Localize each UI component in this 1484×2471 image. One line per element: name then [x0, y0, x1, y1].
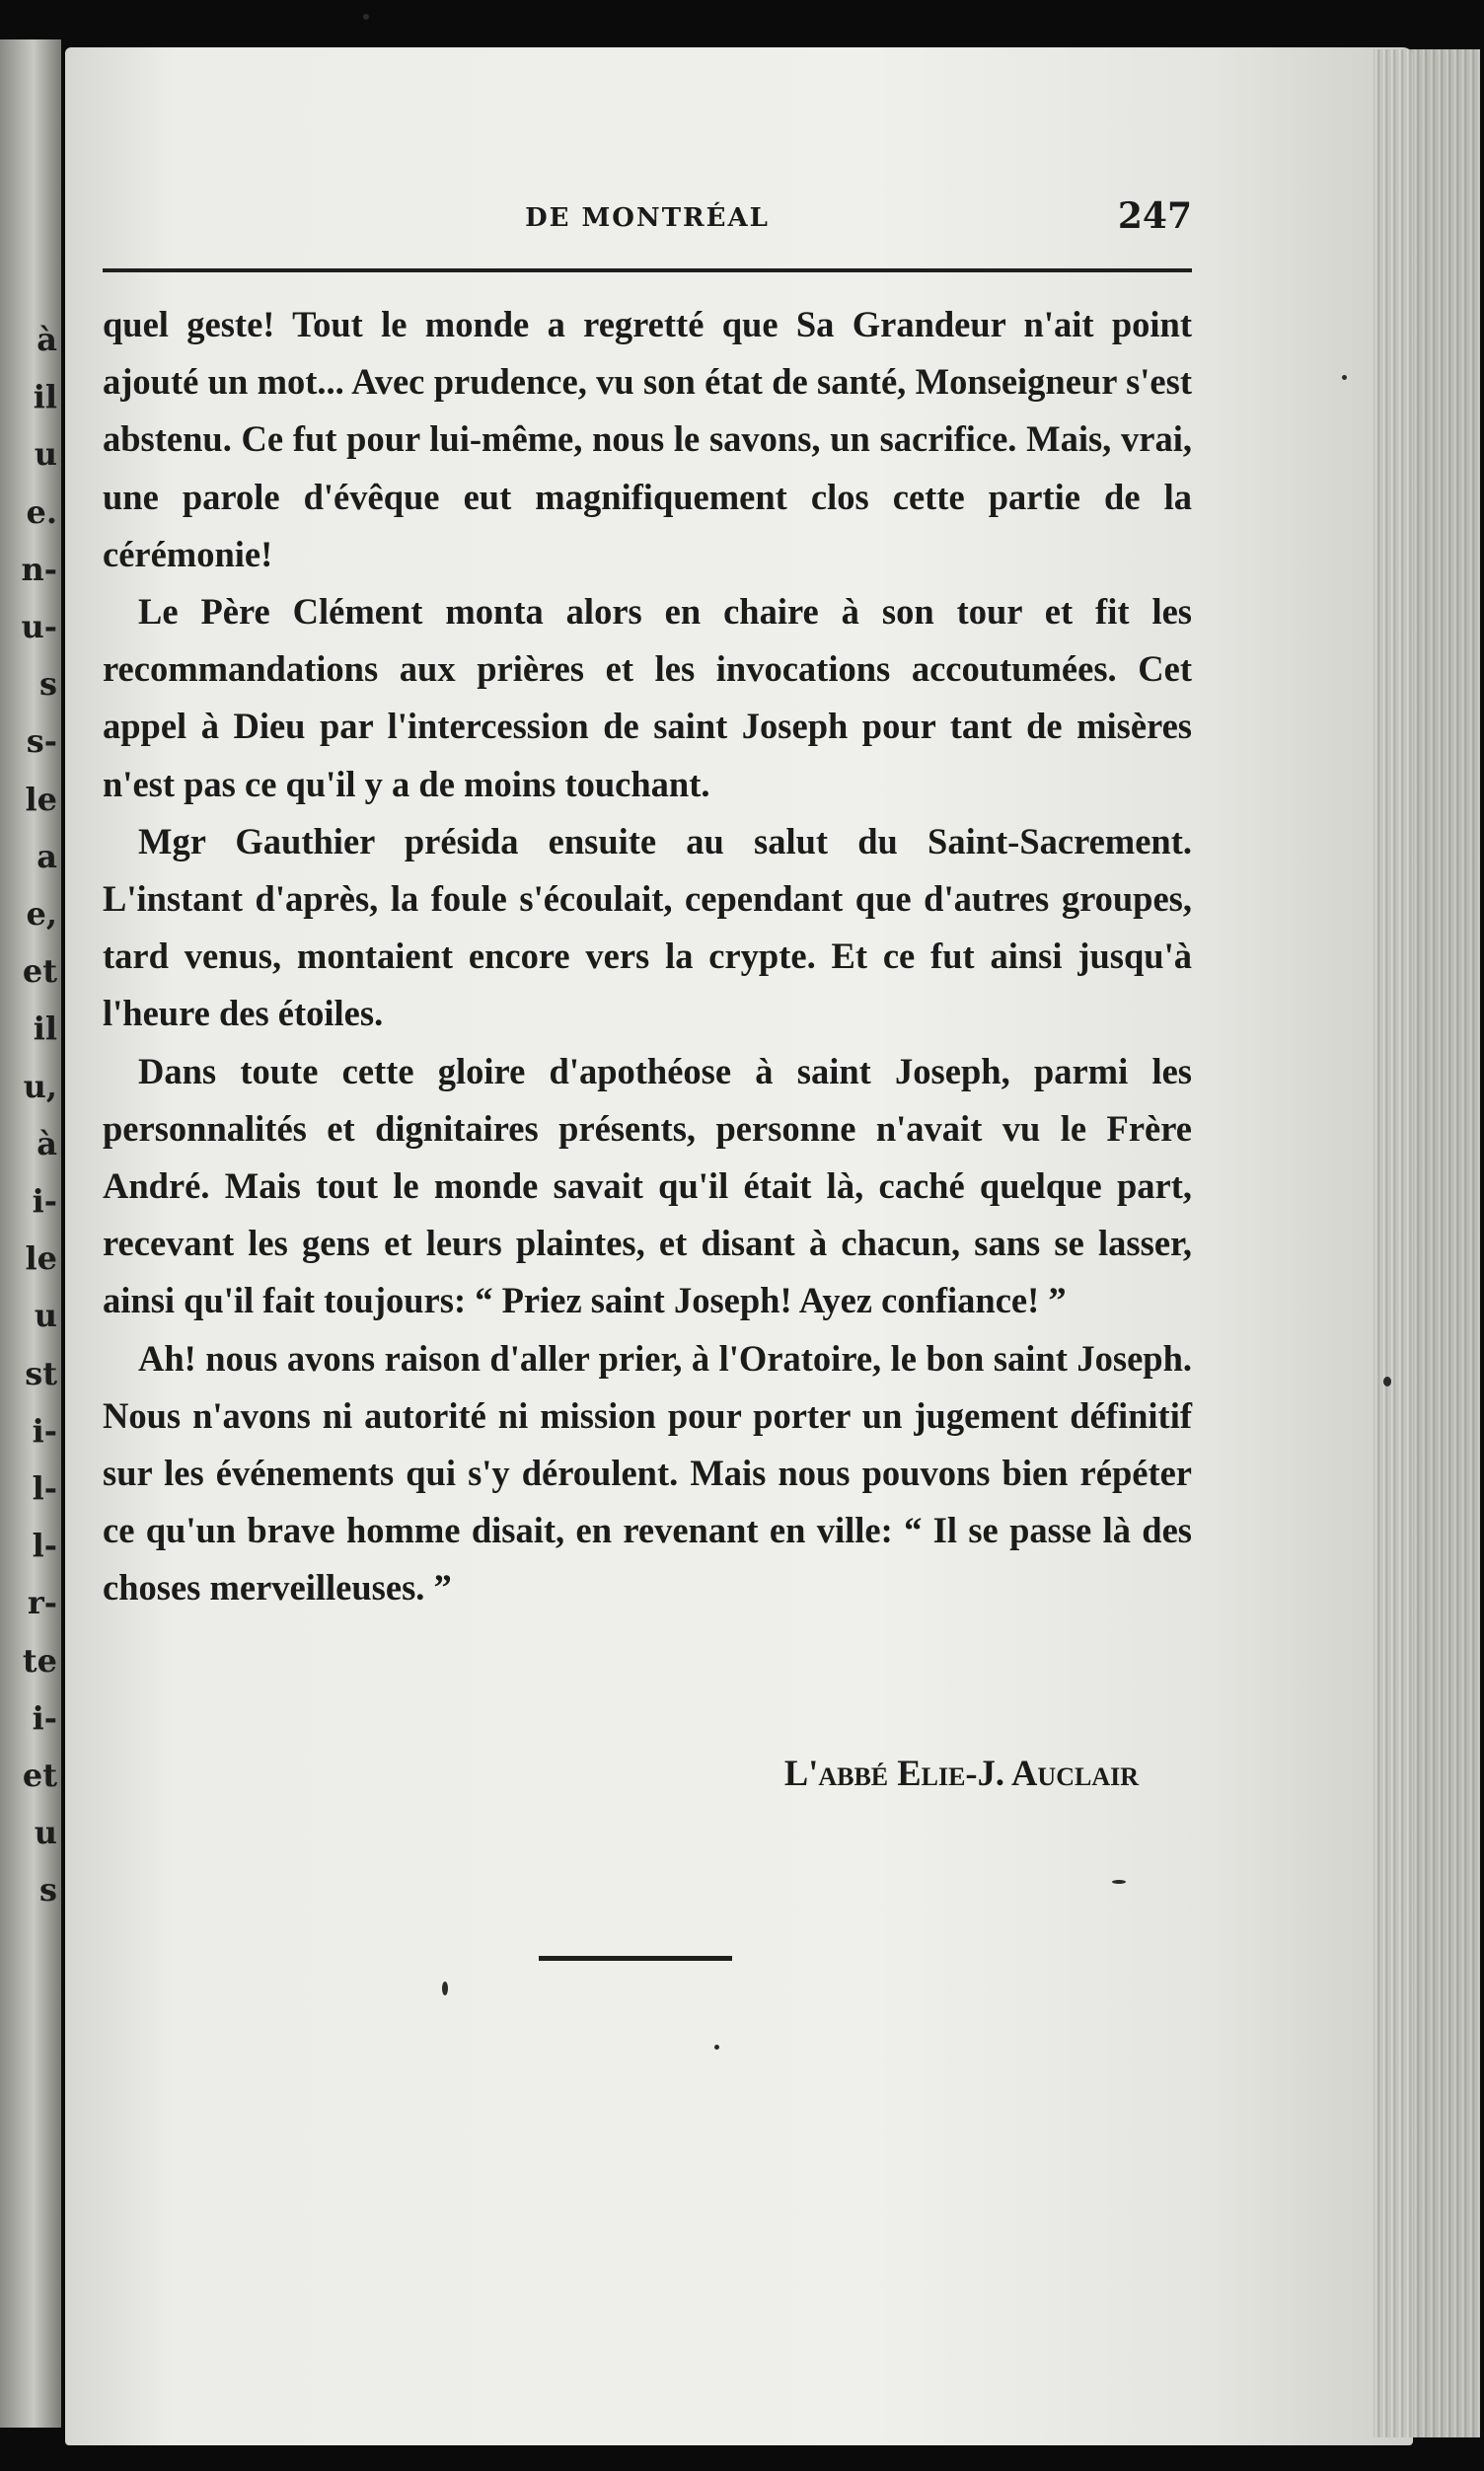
facing-page-fragment: le	[25, 1239, 57, 1278]
facing-page-fragment: u-	[21, 608, 57, 645]
facing-page-fragment: u,	[23, 1067, 57, 1105]
facing-page-fragment: i-	[32, 1182, 57, 1220]
facing-page-fragment: i-	[32, 1698, 57, 1737]
paragraph: quel geste! Tout le monde a regretté que Sa Grandeur n'ait point ajouté un mot... Avec prudence, vu son état de santé, Monseigneur s'est abstenu. Ce fut pour lui-même, nous le savons, un sacrifice. Mais, vrai, une parole d'évêque eut magnifiquement clos cette partie de la cérémonie!	[103, 304, 1192, 574]
facing-page-fragment: s-	[26, 722, 57, 761]
facing-page-fragment: i-	[32, 1411, 57, 1450]
facing-page-fragment: r-	[27, 1584, 57, 1622]
facing-page-fragment: et	[22, 1757, 57, 1794]
scan-speck	[1112, 1880, 1126, 1884]
scan-speck	[442, 1982, 448, 1995]
facing-page-fragment: à	[37, 1124, 57, 1162]
facing-page-fragment: te	[22, 1641, 57, 1680]
scan-speck	[714, 2045, 719, 2050]
body-text	[103, 296, 1192, 1617]
scan-speck	[1342, 375, 1347, 380]
facing-page-fragment: u	[34, 1814, 57, 1852]
page-number: 247	[1117, 195, 1192, 237]
author-signature: L'abbé Elie-J. Auclair	[783, 1753, 1139, 1793]
page-edges-binding	[1373, 49, 1480, 2437]
facing-page-fragment: il	[33, 378, 57, 416]
facing-page-fragment: le	[25, 780, 57, 818]
facing-page-fragment: u	[34, 1297, 57, 1335]
running-head	[103, 193, 1192, 253]
header-rule	[103, 268, 1192, 272]
facing-page-fragment: à	[37, 321, 57, 358]
paragraph: Dans toute cette gloire d'apothéose à saint Joseph, parmi les personnalités et dignitaires présents, personne n'avait vu le Frère André. Mais tout le monde savait qu'il était là, caché quelque part, recevant les gens et leurs plaintes, et disant à chacun, sans se lasser, ainsi qu'il fait toujours: “ Priez saint Joseph! Ayez confiance! ”	[103, 1050, 1192, 1321]
scan-speck	[1383, 1377, 1391, 1386]
paragraph: Ah! nous avons raison d'aller prier, à l'Oratoire, le bon saint Joseph. Nous n'avons ni autorité ni mission pour porter un jugement définitif sur les événements qui s'y déroulent. Mais nous pouvons bien répéter ce qu'un brave homme disait, en revenant en ville: “ Il se passe là des choses merveilleuses. ”	[103, 1337, 1192, 1609]
paragraph: Mgr Gauthier présida ensuite au salut du Saint-Sacrement. L'instant d'après, la foule s'écoulait, cependant que d'autres groupes, tard venus, montaient encore vers la crypte. Et ce fut ainsi jusqu'à l'heure des étoiles.	[103, 820, 1192, 1034]
scan-speck	[363, 14, 369, 20]
facing-page-fragment: a	[37, 837, 57, 875]
facing-page-fragment: l-	[32, 1527, 57, 1565]
paragraph: Le Père Clément monta alors en chaire à son tour et fit les recommandations aux prières et les invocations accoutumées. Cet appel à Dieu par l'intercession de saint Joseph pour tant de misères n'est pas ce qu'il y a de moins touchant.	[103, 591, 1192, 804]
end-rule	[539, 1956, 732, 1961]
facing-page-fragment: il	[33, 1010, 57, 1048]
facing-page-fragment: e,	[26, 895, 57, 933]
facing-page-fragment: s	[38, 1871, 57, 1909]
facing-page-fragment: l-	[32, 1469, 57, 1507]
running-title: DE MONTRÉAL	[525, 203, 770, 233]
facing-page-fragment: st	[25, 1354, 57, 1392]
facing-page-fragment: s	[38, 665, 57, 704]
facing-page-fragment: et	[22, 952, 57, 991]
facing-page-fragment: e.	[26, 492, 57, 531]
facing-page-fragment: n-	[21, 550, 57, 588]
facing-page-fragment: u	[34, 435, 57, 474]
